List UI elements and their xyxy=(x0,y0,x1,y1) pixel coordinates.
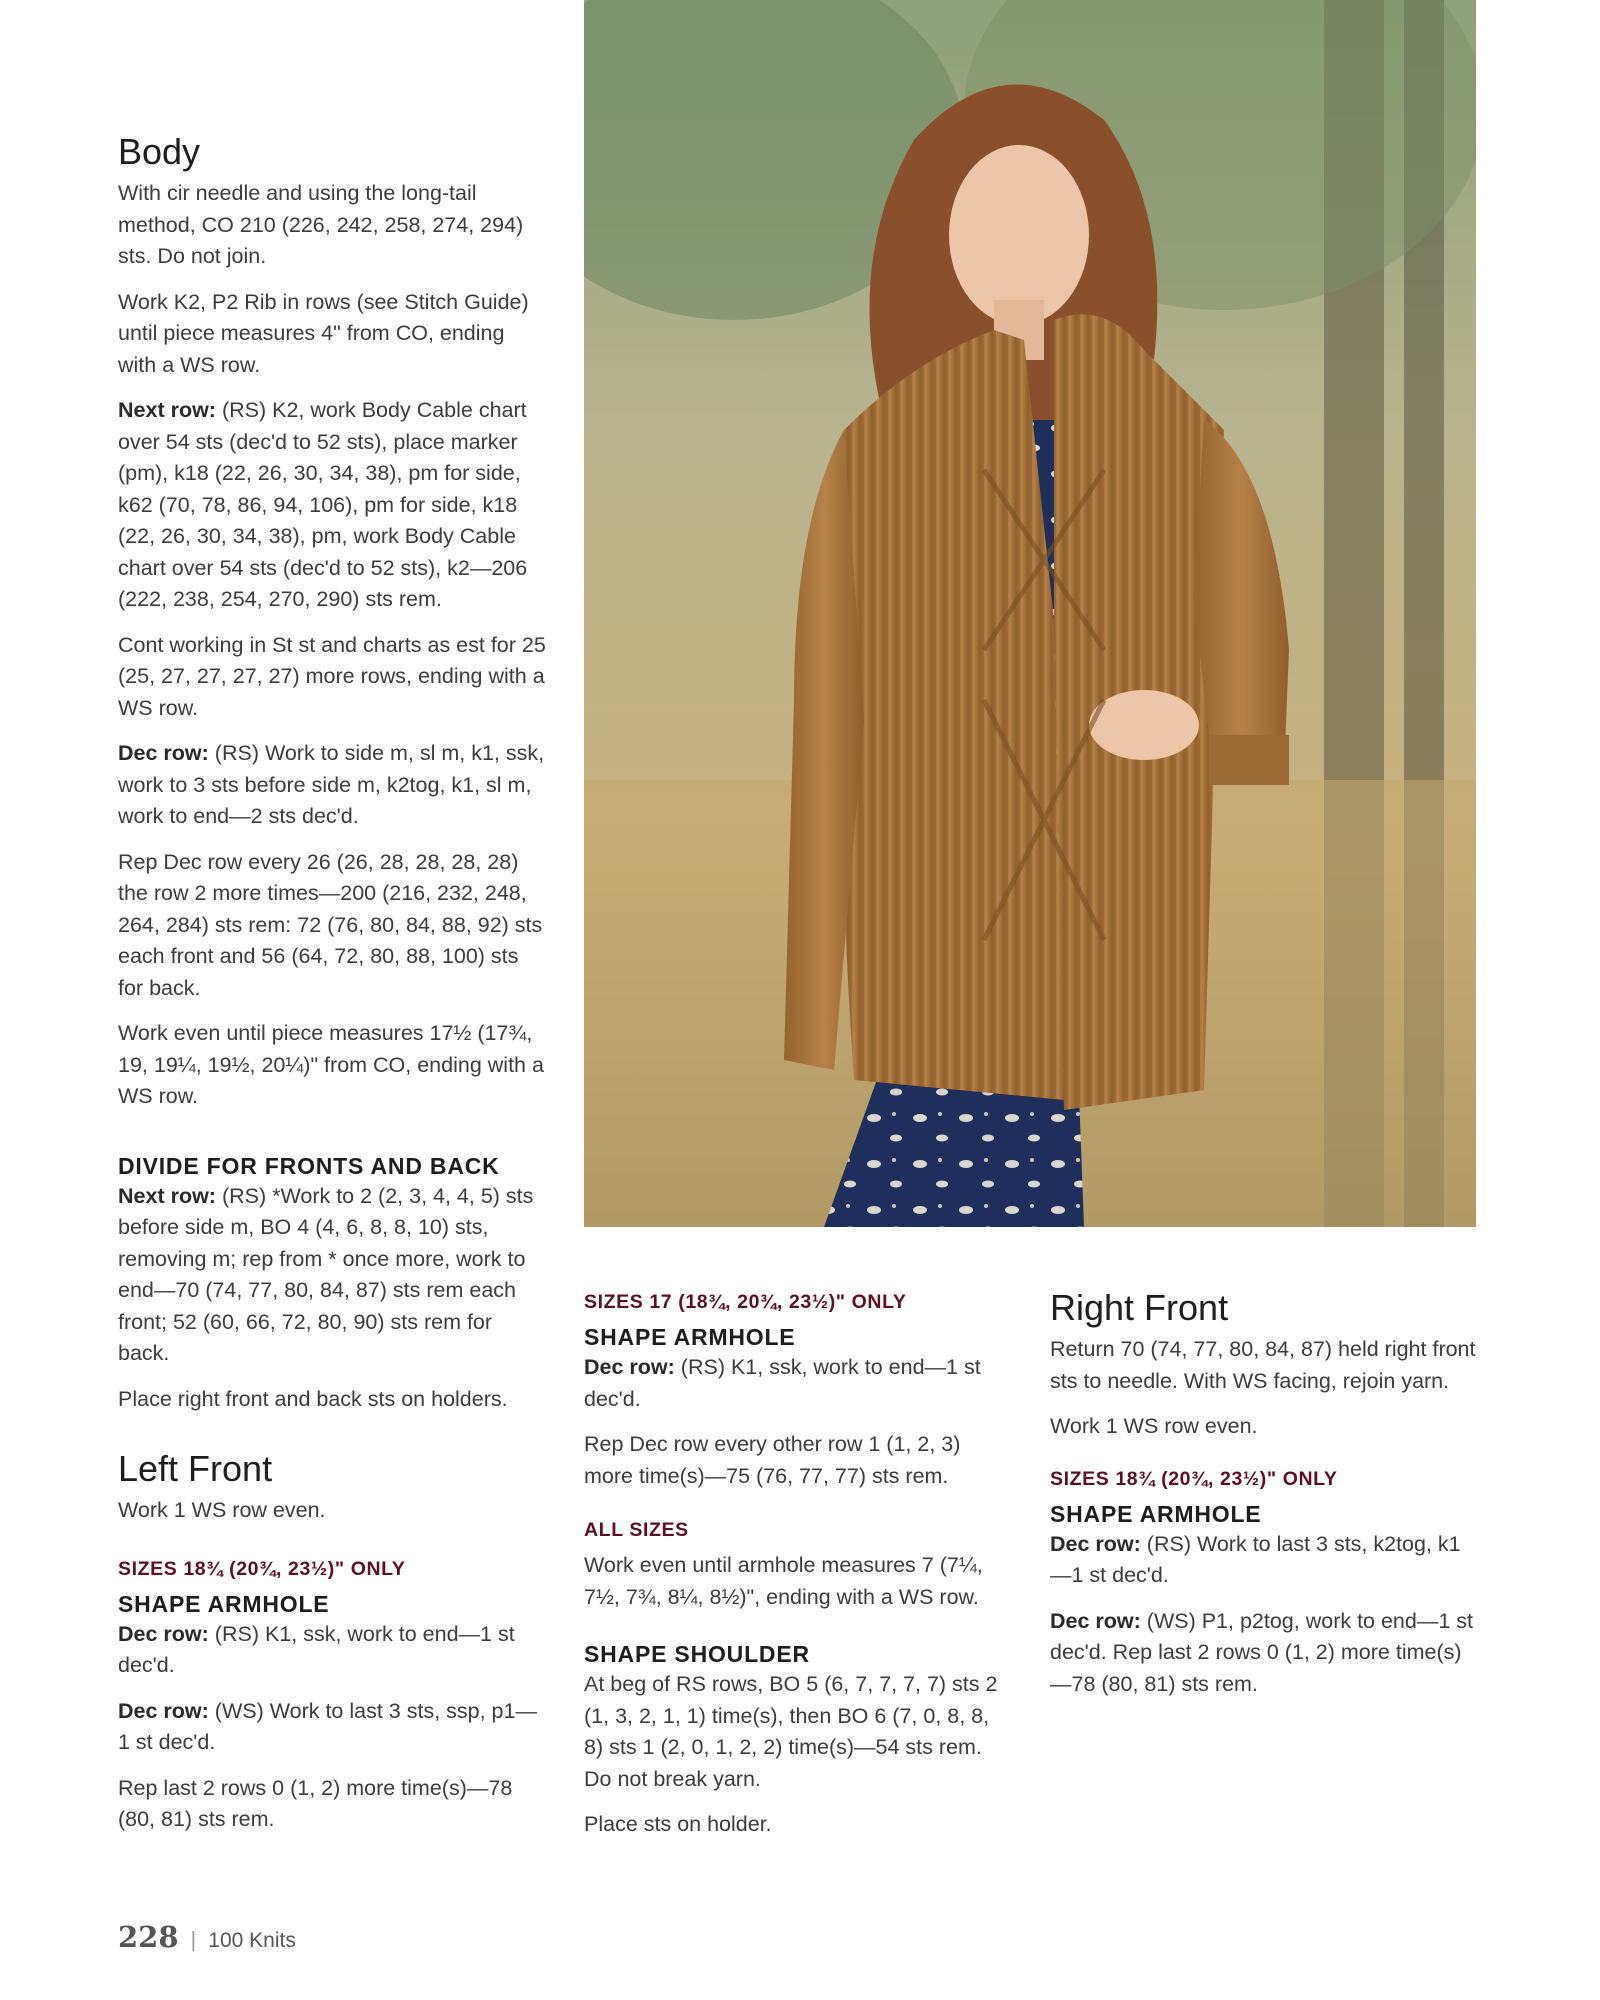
body-paragraph: Dec row: (WS) P1, p2tog, work to end—1 st dec'd. Rep last 2 rows 0 (1, 2) more time(s)—78 (80, 81) sts rem. xyxy=(1050,1608,1474,1696)
left-column xyxy=(118,132,548,1850)
all-sizes-subheading: ALL SIZES xyxy=(584,1519,689,1541)
model-photo-illustration xyxy=(584,0,1476,1227)
body-paragraph: At beg of RS rows, BO 5 (6, 7, 7, 7, 7) sts 2 (1, 3, 2, 1, 1) time(s), then BO 6 (7, 0, 8, 8, 8) sts 1 (2, 0, 1, 2, 2) time(s)—54 sts rem. Do not break yarn. xyxy=(584,1672,998,1791)
instruction-label: Next row: xyxy=(118,398,216,422)
body-paragraph: Next row: (RS) *Work to 2 (2, 3, 4, 4, 5) sts before side m, BO 4 (4, 6, 8, 8, 10) sts, removing m; rep from * once more, work to end—70 (74, 77, 80, 84, 87) sts rem each front; 52 (60, 66, 72, 80, 90) sts rem for back. xyxy=(118,1183,534,1365)
instruction-label: Next row: xyxy=(118,1183,216,1208)
body-paragraph: Work 1 WS row even. xyxy=(1050,1414,1258,1438)
shape-armhole-heading: SHAPE ARMHOLE xyxy=(1050,1500,1262,1527)
sizes-subheading: SIZES 18¾ (20¾, 23½)" ONLY xyxy=(1050,1467,1338,1490)
instruction-label: Dec row: xyxy=(584,1355,675,1379)
instruction-label: Dec row: xyxy=(118,1698,209,1723)
body-paragraph: Dec row: (RS) Work to last 3 sts, k2tog, k1—1 st dec'd. xyxy=(1050,1531,1461,1587)
spacer xyxy=(118,1127,548,1151)
instruction-label: Dec row: xyxy=(118,1621,209,1646)
divide-heading: DIVIDE FOR FRONTS AND BACK xyxy=(118,1152,500,1179)
right-front-heading: Right Front xyxy=(1050,1287,1229,1328)
book-title: 100 Knits xyxy=(208,1929,296,1952)
body-paragraph: Dec row: (RS) K1, ssk, work to end—1 st dec'd. xyxy=(584,1355,981,1411)
body-paragraph: Work K2, P2 Rib in rows (see Stitch Guide) until piece measures 4" from CO, ending with a WS row. xyxy=(118,289,529,377)
instruction-label: Dec row: xyxy=(118,741,209,765)
shape-shoulder-heading: SHAPE SHOULDER xyxy=(584,1641,810,1667)
body-paragraph: Place sts on holder. xyxy=(584,1812,772,1836)
instruction-label: Dec row: xyxy=(1050,1608,1141,1633)
sizes-subheading: SIZES 17 (18¾, 20¾, 23½)" ONLY xyxy=(584,1291,907,1313)
body-paragraph: Dec row: (WS) Work to last 3 sts, ssp, p1—1 st dec'd. xyxy=(118,1698,537,1754)
shape-armhole-heading: SHAPE ARMHOLE xyxy=(118,1590,330,1617)
body-paragraph: Work even until armhole measures 7 (7¼, 7½, 7¾, 8¼, 8½)", ending with a WS row. xyxy=(584,1553,983,1609)
middle-column xyxy=(584,1288,1014,1855)
shape-armhole-heading: SHAPE ARMHOLE xyxy=(584,1324,796,1350)
page-footer xyxy=(118,1920,296,1954)
body-paragraph: Cont working in St st and charts as est for 25 (25, 27, 27, 27, 27) more rows, ending with a WS row. xyxy=(118,632,546,720)
sizes-subheading: SIZES 18¾ (20¾, 23½)" ONLY xyxy=(118,1557,406,1580)
hand xyxy=(1089,690,1199,760)
body-paragraph: Dec row: (RS) Work to side m, sl m, k1, ssk, work to 3 sts before side m, k2tog, k1, sl m, work to end—2 sts dec'd. xyxy=(118,741,545,828)
body-paragraph: Work 1 WS row even. xyxy=(118,1498,326,1522)
cardigan-cuff xyxy=(1209,735,1289,785)
face xyxy=(949,145,1089,325)
footer-separator: | xyxy=(190,1927,197,1952)
body-paragraph: Work even until piece measures 17½ (17¾, 19, 19¼, 19½, 20¼)" from CO, ending with a WS row. xyxy=(118,1021,544,1108)
body-paragraph: Rep Dec row every other row 1 (1, 2, 3) more time(s)—75 (76, 77, 77) sts rem. xyxy=(584,1432,961,1488)
right-column xyxy=(1050,1288,1480,1714)
left-front-heading: Left Front xyxy=(118,1448,273,1489)
body-paragraph: Rep last 2 rows 0 (1, 2) more time(s)—78 (80, 81) sts rem. xyxy=(118,1775,513,1831)
body-paragraph: Next row: (RS) K2, work Body Cable chart over 54 sts (dec'd to 52 sts), place marker (pm), k18 (22, 26, 30, 34, 38), pm for side, k62 (70, 78, 86, 94, 106), pm for side, k18 (22, 26, 30, 34, 38), pm, work Body Cable chart over 54 sts (dec'd to 52 sts), k2—206 (222, 238, 254, 270, 290) sts rem. xyxy=(118,398,528,611)
body-paragraph: Dec row: (RS) K1, ssk, work to end—1 st dec'd. xyxy=(118,1621,515,1677)
body-heading: Body xyxy=(118,131,201,172)
instruction-label: Dec row: xyxy=(1050,1531,1141,1556)
body-paragraph: Place right front and back sts on holders. xyxy=(118,1386,508,1411)
body-paragraph: Return 70 (74, 77, 80, 84, 87) held right front sts to needle. With WS facing, rejoin yarn. xyxy=(1050,1337,1476,1393)
cardigan-left-panel xyxy=(841,330,1064,1100)
body-paragraph: With cir needle and using the long-tail method, CO 210 (226, 242, 258, 274, 294) sts. Do not join. xyxy=(118,181,524,268)
body-paragraph: Rep Dec row every 26 (26, 28, 28, 28, 28) the row 2 more times—200 (216, 232, 248, 264, 284) sts rem: 72 (76, 80, 84, 88, 92) sts each front and 56 (64, 72, 80, 88, 100) sts for back. xyxy=(118,849,543,1000)
page-number: 228 xyxy=(118,1920,179,1954)
cardigan-photo xyxy=(584,0,1476,1227)
